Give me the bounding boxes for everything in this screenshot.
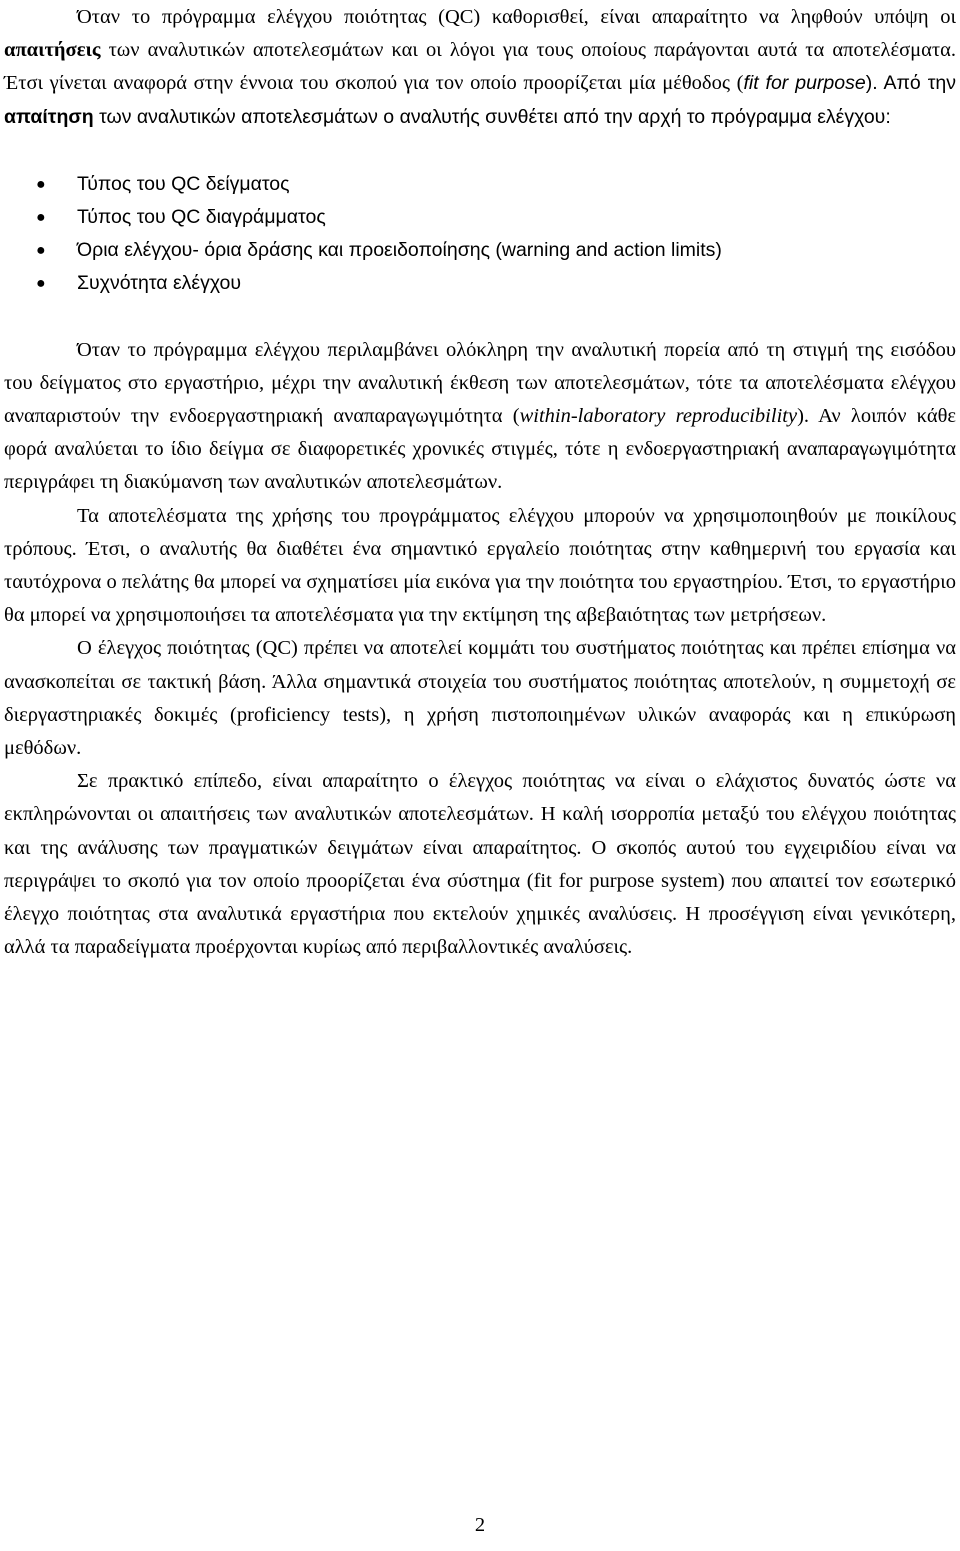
list-item — [4, 201, 956, 234]
paragraph-text: ). Αν λοιπόν κάθε φορά αναλύεται το ίδιο δείγμα σε διαφορετικές χρονικές στιγμές, τότε η ενδοεργαστηριακή αναπαραγωγιμότητα περιγράφει τη διακύμανση των αναλυτικών αποτελεσμάτων. — [4, 405, 957, 494]
intro-text-4: των αναλυτικών αποτελεσμάτων ο αναλυτής συνθέτει από την αρχή το πρόγραμμα ελέγχου: — [93, 105, 891, 128]
list-item-text: Συχνότητα ελέγχου — [77, 272, 242, 295]
paragraph-reproducibility — [4, 334, 956, 500]
intro-bold-requirement: απαίτηση — [4, 105, 94, 128]
intro-paragraph — [4, 1, 956, 134]
list-item-text: Τύπος του QC δείγματος — [77, 172, 290, 195]
body-text — [4, 334, 956, 965]
paragraph-uses: Τα αποτελέσματα της χρήσης του προγράμματος ελέγχου μπορούν να χρησιμοποιηθούν με ποικίλους τρόπους. Έτσι, ο αναλυτής θα διαθέτει ένα σημαντικό εργαλείο ποιότητας στην καθημερινή του εργασία και ταυτόχρονα ο πελάτης θα μπορεί να σχηματίσει μία εικόνα για την ποιότητα του εργαστηρίου. Έτσι, το εργαστήριο θα μπορεί να χρησιμοποιήσει τα αποτελέσματα για την εκτίμηση της αβεβαιότητας των μετρήσεων. — [4, 504, 956, 627]
intro-bold-requirements: απαιτήσεις — [4, 39, 101, 62]
list-item-text: Τύπος του QC διαγράμματος — [77, 206, 326, 229]
paragraph-practical: Σε πρακτικό επίπεδο, είναι απαραίτητο ο έλεγχος ποιότητας να είναι ο ελάχιστος δυνατός ώστε να εκπληρώνονται οι απαιτήσεις των αναλυτικών αποτελεσμάτων. Η καλή ισορροπία μεταξύ του ελέγχου ποιότητας και της ανάλυσης των πραγματικών δειγμάτων είναι απαραίτητος. Ο σκοπός αυτού του εγχειριδίου είναι να περιγράψει το σκοπό για τον οποίο προορίζεται ένα σύστημα (fit for purpose system) που απαιτεί τον εσωτερικό έλεγχο ποιότητας στα αναλυτικά εργαστήρια που εκτελούν χημικές αναλύσεις. Η προσέγγιση είναι γενικότερη, αλλά τα παραδείγματα προέρχονται κυρίως από περιβαλλοντικές αναλύσεις. — [4, 770, 956, 959]
paragraph-quality-system: Ο έλεγχος ποιότητας (QC) πρέπει να αποτελεί κομμάτι του συστήματος ποιότητας και πρέπει επίσημα να ανασκοπείται σε τακτική βάση. Άλλα σημαντικά στοιχεία του συστήματος ποιότητας αποτελούν, η συμμετοχή σε διεργαστηριακές δοκιμές (proficiency tests), η χρήση πιστοποιημένων υλικών αναφοράς και η επικύρωση μεθόδων. — [4, 637, 956, 760]
paragraph-italic: within-laboratory reproducibility — [519, 405, 798, 428]
page-number: 2 — [474, 1514, 486, 1536]
intro-text-1: Όταν το πρόγραμμα ελέγχου ποιότητας (QC) καθορισθεί, είναι απαραίτητο να ληφθούν υπόψη οι — [77, 6, 956, 28]
bullet-icon: ● — [36, 242, 46, 260]
paragraph-text: Όταν το πρόγραμμα ελέγχου περιλαμβάνει ολόκληρη την αναλυτική πορεία από τη στιγμή της εισόδου του δείγματος στο εργαστήριο, μέχρι την αναλυτική έκθεση των αποτελεσμάτων, τότε τα αποτελέσματα ελέγχου αναπαριστούν την ενδοεργαστηριακή αναπαραγωγιμότητα ( — [4, 338, 956, 428]
list-item — [4, 168, 956, 201]
requirements-list — [4, 168, 956, 301]
list-item — [4, 267, 956, 300]
bullet-icon: ● — [36, 175, 46, 193]
list-item — [4, 234, 956, 267]
list-item-text: Όρια ελέγχου- όρια δράσης και προειδοποίησης (warning and action limits) — [77, 239, 722, 262]
intro-text-2: των αναλυτικών αποτελεσμάτων και οι λόγοι για τους οποίους παράγονται αυτά τα αποτελέσματα. Έτσι γίνεται αναφορά στην έννοια του σκοπού για τον οποίο προορίζεται μία μέθοδος ( — [4, 39, 956, 95]
bullet-icon: ● — [36, 209, 46, 227]
intro-italic-fit-for-purpose: fit for purpose — [743, 72, 866, 95]
bullet-icon: ● — [36, 275, 46, 293]
intro-text-3: ). Από την — [865, 72, 957, 95]
